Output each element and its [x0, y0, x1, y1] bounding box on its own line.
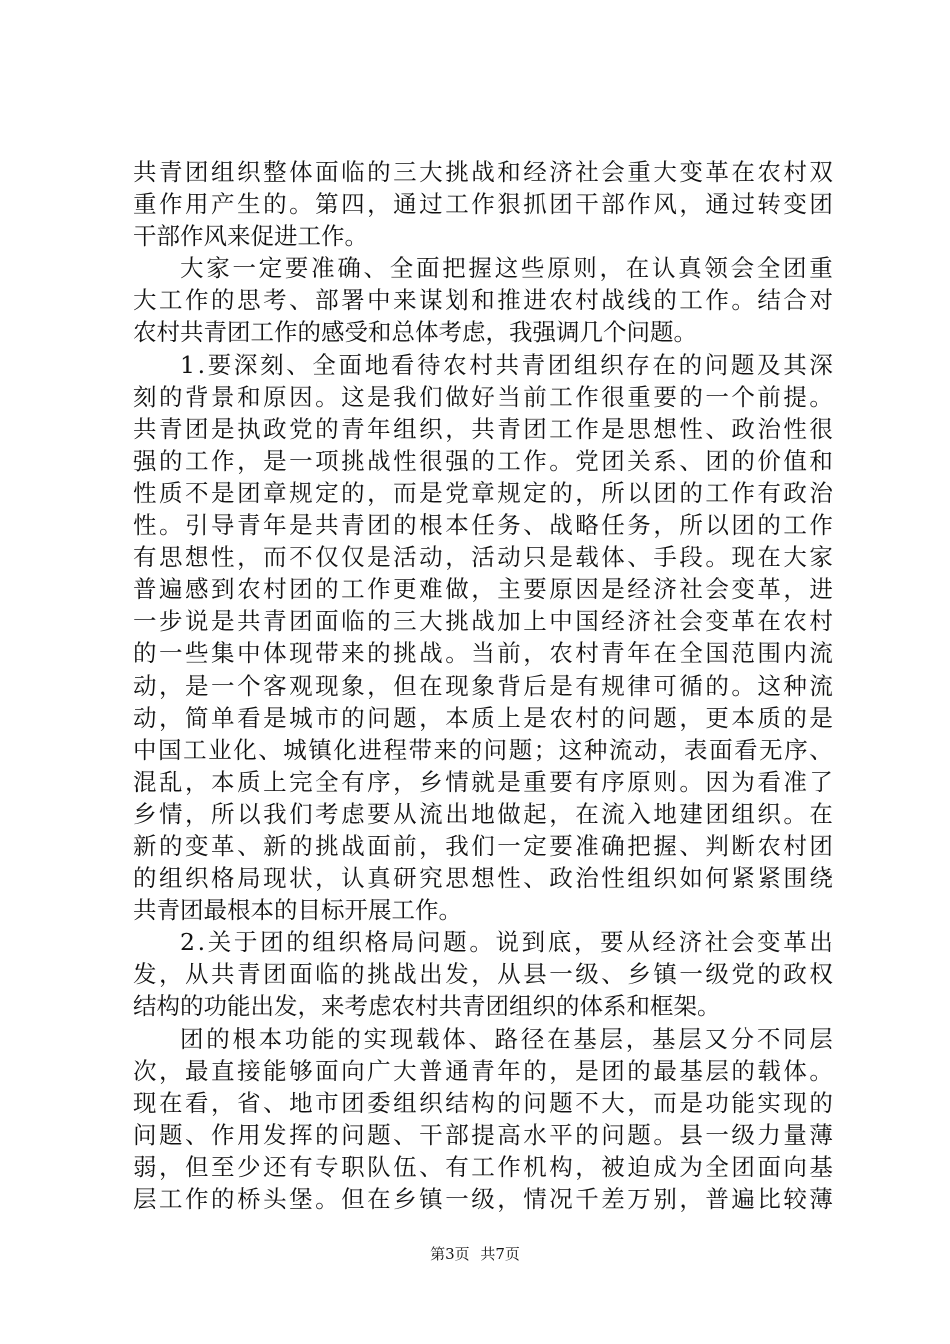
- paragraph: [133, 156, 833, 252]
- text-line: 刻 的 背 景 和 原 因 。 这 是 我 们 做 好 当 前 工 作 很 重 要 的 一 个 前 提 。: [133, 382, 833, 411]
- text-line: 现 在 看 ， 省 、 地 市 团 委 组 织 结 构 的 问 题 不 大 ， 而 是 功 能 实 现 的: [133, 1088, 833, 1117]
- paragraph: [133, 349, 833, 927]
- paragraph: [133, 1023, 833, 1216]
- text-line: 动 ， 是 一 个 客 观 现 象 ， 但 在 现 象 背 后 是 有 规 律 可 循 的 。 这 种 流: [133, 671, 833, 700]
- text-line: 结构的功能出发，来考虑农村共青团组织的体系和框架。: [133, 992, 721, 1021]
- text-line: 大 家 一 定 要 准 确 、 全 面 把 握 这 些 原 则 ， 在 认 真 领 会 全 团 重: [180, 254, 833, 283]
- text-line: 重 作 用 产 生 的 。 第 四 ， 通 过 工 作 狠 抓 团 干 部 作 风 ， 通 过 转 变 团: [133, 190, 833, 219]
- text-line: 的 组 织 格 局 现 状 ， 认 真 研 究 思 想 性 、 政 治 性 组 织 如 何 紧 紧 围 绕: [133, 864, 833, 893]
- text-line: 干部作风来促进工作。: [133, 222, 368, 251]
- paragraph: [133, 926, 833, 1022]
- text-line: 性 。 引 导 青 年 是 共 青 团 的 根 本 任 务 、 战 略 任 务 ， 所 以 团 的 工 作: [133, 511, 833, 540]
- paragraph: [133, 252, 833, 348]
- text-line: 团 的 根 本 功 能 的 实 现 载 体 、 路 径 在 基 层 ， 基 层 又 分 不 同 层: [180, 1024, 833, 1053]
- text-line: 农村共青团工作的感受和总体考虑，我强调几个问题。: [133, 318, 697, 347]
- text-line: 混 乱 ， 本 质 上 完 全 有 序 ， 乡 情 就 是 重 要 有 序 原 则 。 因 为 看 准 了: [133, 767, 833, 796]
- text-line: 层 工 作 的 桥 头 堡 。 但 在 乡 镇 一 级 ， 情 况 千 差 万 别 ， 普 遍 比 较 薄: [133, 1185, 833, 1213]
- text-line: 的 一 些 集 中 体 现 带 来 的 挑 战 。 当 前 ， 农 村 青 年 在 全 国 范 围 内 流: [133, 639, 833, 668]
- text-line: 新 的 变 革 、 新 的 挑 战 面 前 ， 我 们 一 定 要 准 确 把 握 、 判 断 农 村 团: [133, 831, 833, 860]
- text-line: 普 遍 感 到 农 村 团 的 工 作 更 难 做 ， 主 要 原 因 是 经 济 社 会 变 革 ， 进: [133, 575, 833, 604]
- text-line: 弱 ， 但 至 少 还 有 专 职 队 伍 、 有 工 作 机 构 ， 被 迫 成 为 全 团 面 向 基: [133, 1152, 833, 1181]
- text-line: 次 ， 最 直 接 能 够 面 向 广 大 普 通 青 年 的 ， 是 团 的 最 基 层 的 载 体 。: [133, 1056, 833, 1085]
- text-line: 共 青 团 是 执 政 党 的 青 年 组 织 ， 共 青 团 工 作 是 思 想 性 、 政 治 性 很: [133, 414, 833, 443]
- text-line: 2 . 关 于 团 的 组 织 格 局 问 题 。 说 到 底 ， 要 从 经 济 社 会 变 革 出: [180, 928, 833, 957]
- text-line: 有 思 想 性 ， 而 不 仅 仅 是 活 动 ， 活 动 只 是 载 体 、 手 段 。 现 在 大 家: [133, 543, 833, 572]
- page-footer: [0, 1244, 950, 1264]
- text-line: 问 题 、 作 用 发 挥 的 问 题 、 干 部 提 高 水 平 的 问 题 。 县 一 级 力 量 薄: [133, 1120, 833, 1149]
- text-line: 强 的 工 作 ， 是 一 项 挑 战 性 很 强 的 工 作 。 党 团 关 系 、 团 的 价 值 和: [133, 446, 833, 475]
- text-line: 一 步 说 是 共 青 团 面 临 的 三 大 挑 战 加 上 中 国 经 济 社 会 变 革 在 农 村: [133, 607, 833, 636]
- text-line: 共 青 团 组 织 整 体 面 临 的 三 大 挑 战 和 经 济 社 会 重 大 变 革 在 农 村 双: [133, 158, 833, 186]
- page-total: 共7页: [480, 1245, 520, 1263]
- text-line: 大 工 作 的 思 考 、 部 署 中 来 谋 划 和 推 进 农 村 战 线 的 工 作 。 结 合 对: [133, 286, 833, 315]
- text-line: 中 国 工 业 化 、 城 镇 化 进 程 带 来 的 问 题 ； 这 种 流 动 ， 表 面 看 无 序 、: [133, 735, 833, 764]
- text-line: 共青团最根本的目标开展工作。: [133, 896, 462, 925]
- page-number: 第3页: [430, 1245, 470, 1263]
- document-body: [133, 156, 833, 1215]
- text-line: 发 ， 从 共 青 团 面 临 的 挑 战 出 发 ， 从 县 一 级 、 乡 镇 一 级 党 的 政 权: [133, 960, 833, 989]
- text-line: 动 ， 简 单 看 是 城 市 的 问 题 ， 本 质 上 是 农 村 的 问 题 ， 更 本 质 的 是: [133, 703, 833, 732]
- text-line: 1 . 要 深 刻 、 全 面 地 看 待 农 村 共 青 团 组 织 存 在 的 问 题 及 其 深: [180, 350, 833, 379]
- text-line: 乡 情 ， 所 以 我 们 考 虑 要 从 流 出 地 做 起 ， 在 流 入 地 建 团 组 织 。 在: [133, 799, 833, 828]
- text-line: 性 质 不 是 团 章 规 定 的 ， 而 是 党 章 规 定 的 ， 所 以 团 的 工 作 有 政 治: [133, 478, 833, 507]
